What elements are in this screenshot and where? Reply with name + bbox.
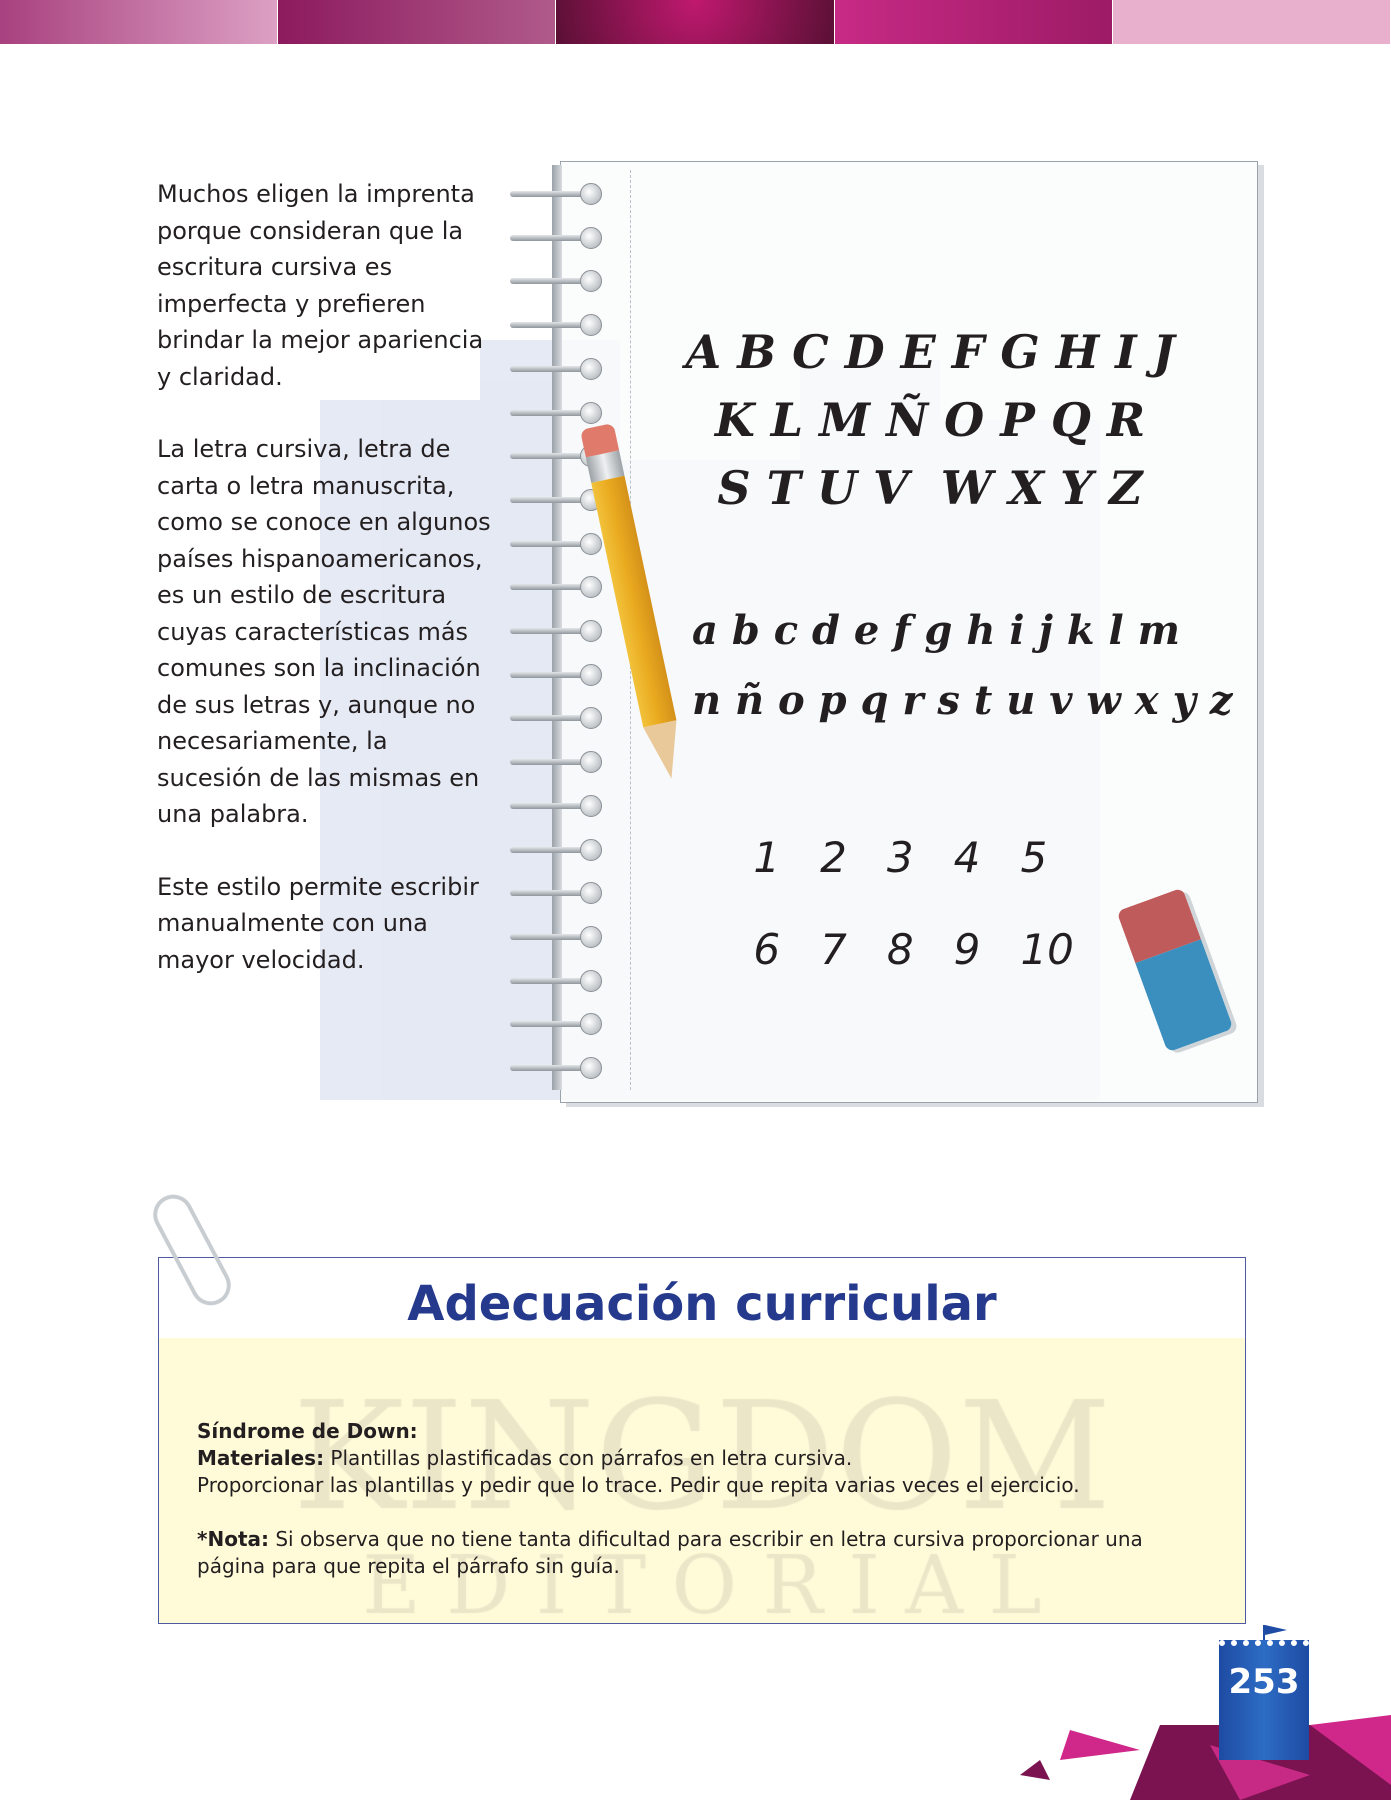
spiral-ring [510,839,600,861]
spiral-ring [510,664,600,686]
spiral-ring [510,970,600,992]
intro-paragraph: Muchos eligen la imprenta porque consideran que la escritura cursiva es imperfecta y prefieren brindar la mejor apariencia y claridad. [157,180,484,391]
decorative-triangles [1010,1715,1391,1800]
spiral-ring [510,183,600,205]
spiral-ring [510,358,600,380]
spiral-ring [510,402,600,424]
instruction-text: Proporcionar las plantillas y pedir que lo trace. Pedir que repita varias veces el ejercicio. [197,1473,1080,1497]
spiral-ring [510,1013,600,1035]
spiral-ring [510,926,600,948]
materials-label: Materiales: [197,1446,325,1470]
box-title: Adecuación curricular [407,1276,997,1332]
spiral-ring [510,227,600,249]
spiral-ring [510,1057,600,1079]
materials-text: Plantillas plastificadas con párrafos en letra cursiva. [324,1446,853,1470]
intro-paragraph: Este estilo permite escribir manualmente con una mayor velocidad. [157,872,479,974]
condition-heading: Síndrome de Down: [197,1419,418,1443]
spiral-ring [510,707,600,729]
note-label: *Nota: [197,1527,269,1551]
note-text: Si observa que no tiene tanta dificultad para escribir en letra cursiva proporcionar una página para que repita el párrafo sin guía. [197,1527,1143,1578]
spiral-ring [510,620,600,642]
spiral-ring [510,882,600,904]
spiral-ring [510,270,600,292]
spiral-ring [510,489,600,511]
page-number: 253 [1228,1662,1300,1702]
spiral-ring [510,795,600,817]
intro-paragraph: La letra cursiva, letra de carta o letra manuscrita, como se conoce en algunos países hispanoamericanos, es un estilo de escritura cuyas características más comunes son la inclinación de sus letras y, aunque no necesariamente, la sucesión de las mismas en una palabra. [157,435,491,828]
cursive-uppercase-alphabet: A B C D E F G H I J K L M Ñ O P Q R S T U V W X Y Z [685,325,1175,515]
intro-text [157,176,497,1014]
spiral-ring [510,533,600,555]
spiral-ring [510,751,600,773]
adecuacion-curricular-box [158,1257,1246,1624]
decorative-banner [0,0,1391,44]
spiral-ring [510,576,600,598]
spiral-ring [510,314,600,336]
cursive-numbers: 1 2 3 4 5 6 7 8 9 10 [753,833,1074,974]
box-body [197,1418,1197,1580]
cursive-lowercase-alphabet: a b c d e f g h i j k l m n ñ o p q r s t u v w x y z [692,607,1233,724]
